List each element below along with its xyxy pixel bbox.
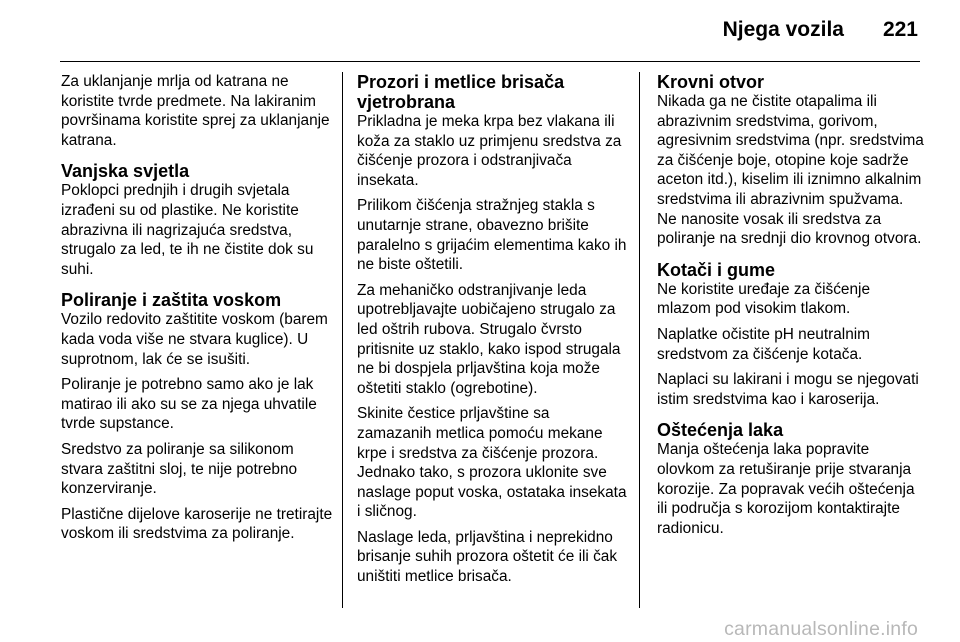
paragraph-high-pressure: Ne koristite uređaje za čišćenje mlazom pod visokim tlakom. <box>657 280 871 318</box>
paragraph-cloth: Prikladna je meka krpa bez vlakana ili koža za staklo uz primjenu sredstva za čišćenje prozora i odstranjivača insekata. <box>357 113 622 189</box>
page-header <box>0 0 960 52</box>
column-3 <box>657 72 927 544</box>
heading-sunroof: Krovni otvor <box>657 72 765 92</box>
paragraph-waxing: Vozilo redovito zaštitite voskom (barem kada voda više ne stvara kuglice). U suprotnom, lak će se isušiti. <box>61 311 328 368</box>
paragraph-sunroof: Nikada ga ne čistite otapalima ili abrazivnim sredstvima, gorivom, agresivnim sredstvima (npr. sredstvima za čišćenje boje, otopine koje sadrže aceton itd.), kiselim ili iznimno alkalnim sredstvima ili abrazivnim spužvama. Ne nanosite vosak ili sredstva za poliranje na srednji dio krovnog otvora. <box>657 93 924 248</box>
watermark-text: carmanualsonline.info <box>724 618 918 640</box>
paragraph-rims-cleaner: Naplatke očistite pH neutralnim sredstvom za čišćenje kotača. <box>657 325 871 363</box>
header-title: Njega vozila <box>722 18 844 41</box>
heading-paint-damage: Oštećenja laka <box>657 420 784 441</box>
paragraph-wiper-damage: Naslage leda, prljavština i neprekidno brisanje suhih prozora oštetit će ili čak uništiti metlice brisača. <box>357 528 618 586</box>
column-2 <box>357 72 627 593</box>
header-rule <box>60 61 920 62</box>
paragraph-tar-removal: Za uklanjanje mrlja od katrana ne koristite tvrde predmete. Na lakiranim površinama koristite sprej za uklanjanje katrana. <box>61 73 330 149</box>
heading-exterior-lights: Vanjska svjetla <box>61 161 190 182</box>
paragraph-paint-damage: Manja oštećenja laka popravite olovkom za retuširanje prije stvaranja korozije. Za popravak većih oštećenja ili područja s korozijom kontaktirajte radionicu. <box>657 441 915 537</box>
heading-polishing-waxing: Poliranje i zaštita voskom <box>61 290 282 311</box>
paragraph-rear-window: Prilikom čišćenja stražnjeg stakla s unutarnje strane, obavezno brišite paralelno s grijaćim elementima kako ih ne biste oštetili. <box>357 197 627 274</box>
paragraph-wiper-blades: Skinite čestice prljavštine sa zamazanih metlica pomoću mekane krpe i sredstva za čišćenje prozora. Jednako tako, s prozora uklonite sve naslage poput voska, ostataka insekata i sličnog. <box>357 405 627 521</box>
page-number: 221 <box>882 18 918 41</box>
paragraph-ice-scraper: Za mehaničko odstranjivanje leda upotrebljavajte uobičajeno strugalo za led oštrih rubova. Strugalo čvrsto pritisnite uz staklo, kako ispod strugala ne bi dospjela prljavština koja može oštetiti staklo (ogrebotine). <box>357 281 621 397</box>
column-divider <box>342 72 343 608</box>
paragraph-rims-painted: Naplaci su lakirani i mogu se njegovati istim sredstvima kao i karoserija. <box>657 371 919 408</box>
paragraph-lights: Poklopci prednjih i drugih svjetala izrađeni su od plastike. Ne koristite abrazivna ili nagrizajuća sredstva, strugalo za led, te ih ne čistite dok su suhi. <box>61 182 314 278</box>
column-divider <box>639 72 640 608</box>
column-1 <box>61 72 333 550</box>
paragraph-polishing: Poliranje je potrebno samo ako je lak matirao ili ako su se za njega uhvatile tvrde supstance. <box>61 376 317 433</box>
heading-wheels-tyres: Kotači i gume <box>657 259 776 280</box>
paragraph-silicone: Sredstvo za poliranje sa silikonom stvara zaštitni sloj, te nije potrebno konzerviranje. <box>61 440 298 498</box>
heading-windows-wipers: Prozori i metlice brisača vjetrobrana <box>357 72 565 112</box>
paragraph-plastic-parts: Plastične dijelove karoserije ne tretirajte voskom ili sredstvima za poliranje. <box>61 505 333 543</box>
